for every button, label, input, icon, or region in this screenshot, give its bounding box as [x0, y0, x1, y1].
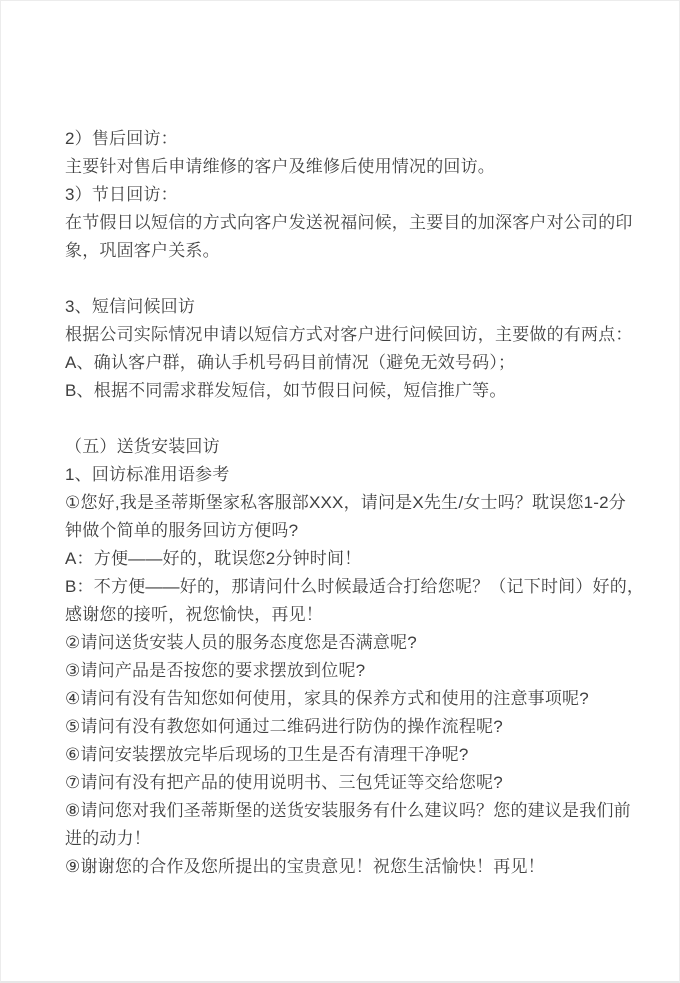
- document-body-text: [65, 125, 645, 881]
- text-line: 在节假日以短信的方式向客户发送祝福问候，主要目的加深客户对公司的印: [65, 213, 633, 232]
- text-line: 根据公司实际情况申请以短信方式对客户进行问候回访，主要做的有两点：: [65, 325, 633, 344]
- text-line: ⑦请问有没有把产品的使用说明书、三包凭证等交给您呢?: [65, 773, 503, 792]
- text-line: 感谢您的接听，祝您愉快，再见！: [65, 605, 323, 624]
- text-line: 2）售后回访：: [65, 129, 178, 148]
- paragraph-block-sms-greeting: [65, 293, 635, 405]
- text-line: A、确认客户群，确认手机号码目前情况（避免无效号码）；: [65, 353, 516, 372]
- section-heading: 3、短信问候回访: [65, 297, 196, 316]
- text-line: 进的动力！: [65, 829, 151, 848]
- text-line: B、根据不同需求群发短信，如节假日问候，短信推广等。: [65, 381, 507, 400]
- text-line: 主要针对售后申请维修的客户及维修后使用情况的回访。: [65, 157, 495, 176]
- text-line: ⑥请问安装摆放完毕后现场的卫生是否有清理干净呢?: [65, 745, 469, 764]
- text-line: ②请问送货安装人员的服务态度您是否满意呢?: [65, 633, 417, 652]
- text-line: ⑨谢谢您的合作及您所提出的宝贵意见！祝您生活愉快！再见！: [65, 857, 545, 876]
- section-heading: （五）送货安装回访: [65, 437, 220, 456]
- text-line: B：不方便——好的，那请问什么时候最适合打给您呢？（记下时间）好的，: [65, 577, 645, 596]
- paragraph-block-delivery-install-visit: [65, 433, 645, 881]
- text-line: ⑤请问有没有教您如何通过二维码进行防伪的操作流程呢?: [65, 717, 503, 736]
- sub-heading: 1、回访标准用语参考: [65, 465, 230, 484]
- text-line: ⑧请问您对我们圣蒂斯堡的送货安装服务有什么建议吗？您的建议是我们前: [65, 801, 631, 820]
- text-line: 象，巩固客户关系。: [65, 241, 220, 260]
- text-line: 3）节日回访：: [65, 185, 178, 204]
- text-line: ①您好,我是圣蒂斯堡家私客服部XXX，请问是X先生/女士吗？耽误您1-2分: [65, 493, 627, 512]
- text-line: 钟做个简单的服务回访方便吗?: [65, 521, 299, 540]
- text-line: ④请问有没有告知您如何使用，家具的保养方式和使用的注意事项呢?: [65, 689, 589, 708]
- paragraph-block-visit-types: [65, 125, 635, 265]
- text-line: ③请问产品是否按您的要求摆放到位呢?: [65, 661, 366, 680]
- text-line: A：方便——好的，耽误您2分钟时间！: [65, 549, 362, 568]
